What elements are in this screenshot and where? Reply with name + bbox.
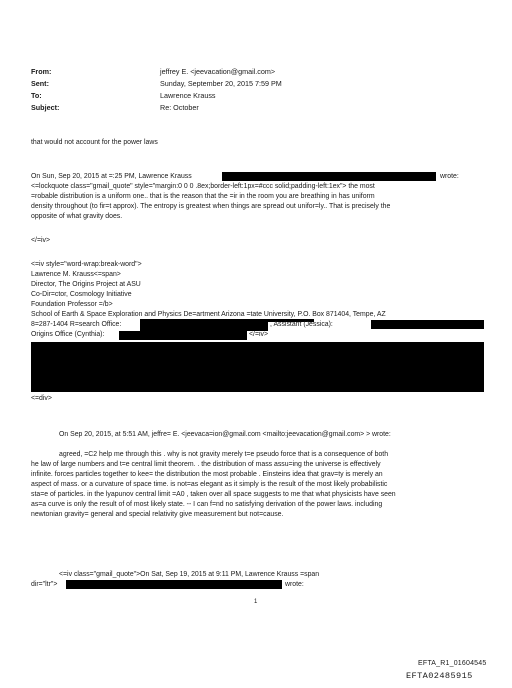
message-line: as=a curve is only the result of of most likely state. -- I can f=nd no satisfying derivation of the power laws. including <box>31 501 383 508</box>
div-close-tag: </=iv> <box>31 237 50 244</box>
reference-id-r1: EFTA_R1_01604545 <box>418 660 487 667</box>
message-line: sta=e of particles. in the lyapunov central limit =A0 , taken over all space suggests to me that what physicists have seen <box>31 491 396 498</box>
quote-line: =robable distribution is a uniform one.. that is the reason that the =ir in the room you are breathing in has uniform <box>31 193 375 200</box>
redaction-bar <box>371 320 484 329</box>
quote-line: opposite of what gravity does. <box>31 213 123 220</box>
page-number: 1 <box>254 599 258 605</box>
sent-label: Sent: <box>31 79 49 88</box>
message-line: newtonian gravity= general and special relativity give measurement but not=cause. <box>31 511 284 518</box>
subject-label: Subject: <box>31 103 60 112</box>
signature-line: Co-Dir=ctor, Cosmology Initiative <box>31 291 132 298</box>
reference-id-efta: EFTA02485915 <box>406 671 473 681</box>
subject-value: Re: October <box>160 103 199 112</box>
quote-attribution-sat: <=iv class="gmail_quote">On Sat, Sep 19, 2015 at 9:11 PM, Lawrence Krauss =span <box>59 571 320 578</box>
from-label: From: <box>31 67 52 76</box>
message-line: he law of large numbers and t=e central limit theorem. . the distribution of mass assu=ing the universe is effectively <box>31 461 381 468</box>
message-line: infinite. forces particles together to kee= the distribution the most probable . Einsteins idea that grav=ty is merely an <box>31 471 383 478</box>
from-value: jeffrey E. <jeevacation@gmail.com> <box>160 67 276 76</box>
signature-line: </=iv> <box>249 331 268 338</box>
signature-line: <=iv style="word-wrap:break-word"> <box>31 261 142 268</box>
quote-dir-tag: dir="ltr"> <box>31 581 58 588</box>
signature-line: Lawrence M. Krauss<=span> <box>31 271 121 278</box>
to-value: Lawrence Krauss <box>160 91 216 100</box>
signature-line: Director, The Origins Project at ASU <box>31 281 141 288</box>
wrote-label: wrote: <box>440 173 459 180</box>
sent-value: Sunday, September 20, 2015 7:59 PM <box>160 79 282 88</box>
redaction-bar <box>119 331 247 340</box>
message-line: agreed, =C2 help me through this . why is not gravity merely t=e pseudo force that is a consequence of both <box>59 451 389 458</box>
signature-line: 8=287-1404 R=search Office: <box>31 321 122 328</box>
div-tag: <=div> <box>31 395 52 402</box>
wrote-label: wrote: <box>285 581 304 588</box>
signature-line: , Assistant (Jessica): <box>270 321 333 328</box>
reply-line: that would not account for the power laws <box>31 139 158 146</box>
to-label: To: <box>31 91 42 100</box>
message-line: aspect of mass. or a curvature of space time. is not=as elegant as it simply is the result of the most likely probabilistic <box>31 481 388 488</box>
signature-line: School of Earth & Space Exploration and Physics De=artment Arizona =tate University, P.O. Box 871404, Tempe, AZ <box>31 311 386 318</box>
signature-line: Origins Office (Cynthia): <box>31 331 105 338</box>
quote-attribution-sep20: On Sep 20, 2015, at 5:51 AM, jeffre= E. <jeevaca=ion@gmail.com <mailto:jeevacation@gmail.com> > wrote: <box>59 431 391 438</box>
quote-line: density throughout (to fir=t approx). The entropy is greatest when things are spread out unifor=ly.. That is precisely the <box>31 203 391 210</box>
signature-line: Foundation Professor =/b> <box>31 301 113 308</box>
redaction-bar <box>66 580 282 589</box>
redaction-block <box>31 342 484 392</box>
redaction-bar <box>222 172 436 181</box>
quote-attribution-sun: On Sun, Sep 20, 2015 at =:25 PM, Lawrence Krauss <box>31 173 192 180</box>
quote-line: <=lockquote class="gmail_quote" style="margin:0 0 0 .8ex;border-left:1px=#ccc solid;padding-left:1ex"> the most <box>31 183 375 190</box>
